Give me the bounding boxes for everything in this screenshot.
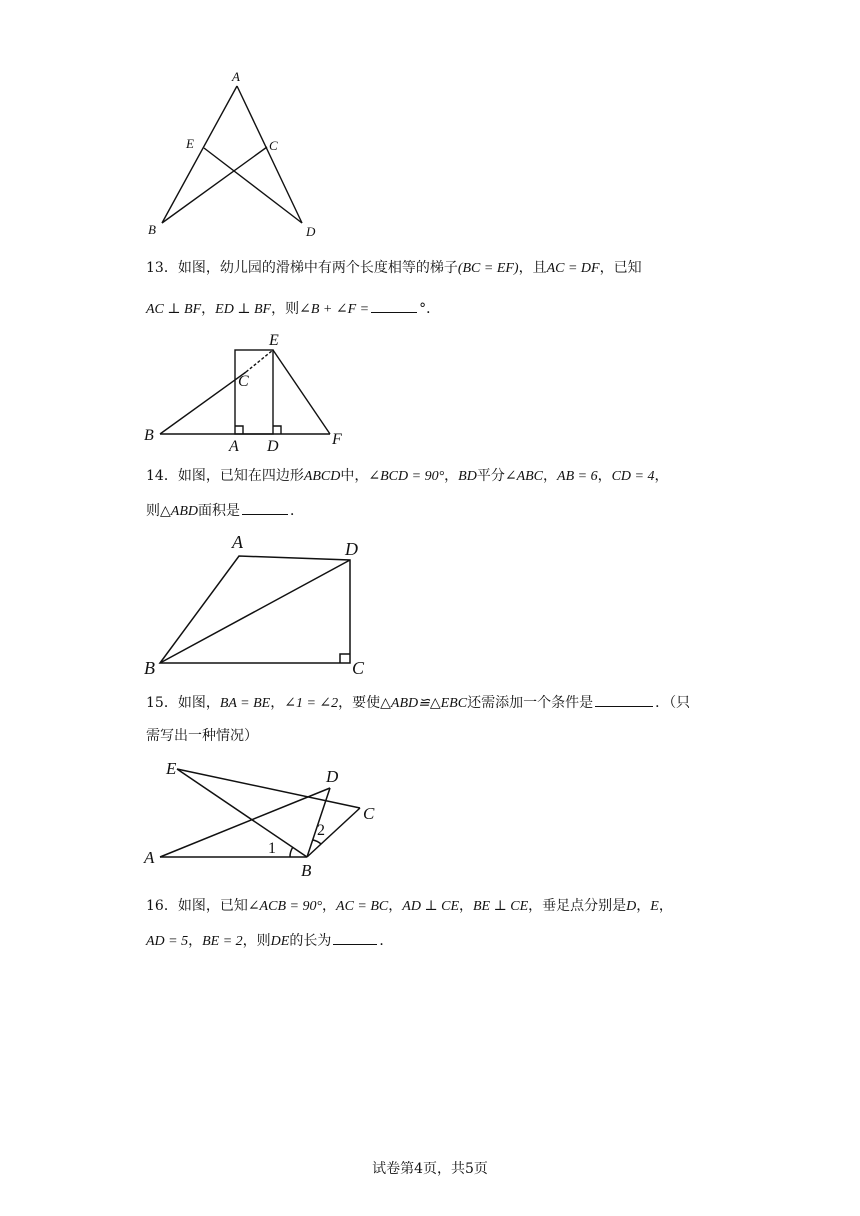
question-text: ，	[188, 933, 203, 949]
question-text: ，要使	[338, 695, 381, 711]
label-E: E	[166, 759, 177, 778]
math-expression: ∠ABC	[504, 469, 544, 484]
label-D: D	[326, 767, 339, 786]
question-text: ，垂足点分别是	[528, 898, 627, 914]
slide-rectangle	[235, 350, 273, 434]
figure-q15	[140, 756, 400, 886]
math-expression: BA = BE	[219, 696, 271, 711]
figure-q14	[140, 528, 380, 678]
question-15-line-1	[146, 692, 690, 714]
segment-AB	[162, 86, 237, 223]
figure-q12	[140, 66, 340, 246]
question-text: ，	[658, 898, 673, 914]
segment-CE-dashed	[246, 350, 273, 372]
label-B: B	[144, 427, 154, 444]
math-expression: AC ⊥ BF	[146, 302, 202, 317]
math-expression: BE = 2	[202, 934, 243, 949]
question-text: 如图，	[177, 695, 220, 711]
figure-q12-svg	[140, 66, 340, 246]
question-text: 面积是	[197, 503, 240, 519]
question-text: ，	[597, 468, 612, 484]
math-expression: ∠BCD = 90°	[368, 469, 445, 484]
question-text: 则	[146, 503, 160, 519]
question-16-line-2	[146, 930, 393, 952]
question-text: 如图，已知	[177, 898, 248, 914]
question-text: ，	[388, 898, 403, 914]
question-text: ，且	[518, 260, 547, 276]
question-text: 需写出一种情况）	[146, 728, 258, 744]
math-expression: AC = BC	[336, 899, 389, 914]
question-text: °．	[419, 301, 441, 317]
label-A: A	[232, 532, 243, 552]
math-expression: DE	[270, 934, 290, 949]
math-expression: BD	[458, 469, 477, 484]
question-text: ，	[444, 468, 459, 484]
question-number: 13．	[146, 260, 178, 276]
math-expression: CD = 4	[611, 469, 655, 484]
math-expression: ABCD	[303, 469, 341, 484]
math-expression: (BC = EF)	[457, 261, 519, 276]
label-B: B	[144, 658, 155, 678]
label-C: C	[269, 138, 278, 153]
question-16-line-1	[146, 896, 673, 917]
page-footer: 试卷第4页，共5页	[372, 1161, 488, 1177]
right-angle-mark-A	[235, 426, 243, 434]
question-number: 14．	[146, 468, 178, 484]
label-E: E	[186, 136, 194, 151]
question-text: ．（只	[655, 695, 691, 711]
answer-blank[interactable]	[371, 298, 417, 313]
right-angle-mark-D	[273, 426, 281, 434]
math-expression: △ABD	[160, 504, 198, 519]
label-C: C	[238, 373, 249, 390]
question-text: ，	[543, 468, 558, 484]
question-14-line-1	[146, 466, 668, 487]
question-text: ．	[289, 503, 304, 519]
figure-q13-svg	[140, 328, 360, 458]
question-text: ，	[654, 468, 669, 484]
question-text: 中，	[340, 468, 369, 484]
segment-ED	[204, 148, 302, 223]
answer-blank[interactable]	[242, 500, 288, 515]
angle-arc-2	[313, 840, 321, 844]
math-expression: ∠ACB = 90°	[247, 899, 323, 914]
question-15-line-2	[146, 726, 258, 746]
label-C: C	[352, 658, 365, 678]
label-A: A	[229, 438, 239, 455]
question-text: 如图，已知在四边形	[177, 468, 304, 484]
question-text: 平分	[476, 468, 505, 484]
label-B: B	[148, 222, 156, 237]
question-text: ，	[459, 898, 473, 914]
label-C: C	[363, 804, 375, 823]
question-13-line-1	[146, 258, 642, 279]
math-expression: AD ⊥ CE	[402, 899, 459, 914]
label-D: D	[345, 539, 358, 559]
math-expression: AC = DF	[546, 261, 600, 276]
segment-AD	[160, 788, 330, 857]
angle-arc-1	[290, 847, 293, 857]
segment-BC	[160, 372, 246, 434]
question-text: ．	[379, 933, 394, 949]
label-A: A	[144, 848, 155, 867]
math-expression: E	[650, 899, 659, 914]
question-number: 16．	[146, 898, 178, 914]
question-text: ，则	[271, 301, 300, 317]
label-D: D	[267, 438, 279, 455]
question-text: 的长为	[289, 933, 332, 949]
question-text: ，则	[242, 933, 271, 949]
segment-AD	[237, 86, 302, 223]
diagonal-BD	[160, 560, 350, 663]
math-expression: ∠B + ∠F =	[299, 302, 370, 317]
math-expression: D	[626, 899, 637, 914]
angle-label-1: 1	[268, 840, 276, 857]
question-text: 还需添加一个条件是	[467, 695, 594, 711]
label-E: E	[269, 332, 279, 349]
math-expression: BE ⊥ CE	[473, 899, 529, 914]
question-text: ，	[322, 898, 337, 914]
question-text: ，	[270, 695, 285, 711]
answer-blank[interactable]	[333, 930, 377, 945]
question-13-line-2	[146, 298, 440, 320]
figure-q14-svg	[140, 528, 380, 678]
figure-q13	[140, 328, 360, 458]
label-D: D	[306, 224, 316, 239]
question-number: 15．	[146, 695, 178, 711]
angle-label-2: 2	[317, 822, 325, 839]
question-text: ，	[201, 301, 216, 317]
answer-blank[interactable]	[595, 692, 653, 707]
question-14-line-2	[146, 500, 304, 522]
segment-EF	[273, 350, 330, 434]
math-expression: AD = 5	[146, 934, 189, 949]
math-expression: ∠1 = ∠2	[284, 696, 339, 711]
label-F: F	[332, 431, 342, 448]
question-text: ，已知	[599, 260, 642, 276]
figure-q15-svg	[140, 756, 400, 886]
question-text: ，	[636, 898, 651, 914]
right-angle-mark-C	[340, 654, 350, 663]
label-A: A	[232, 69, 240, 84]
math-expression: AB = 6	[557, 469, 598, 484]
label-B: B	[301, 861, 312, 880]
math-expression: △ABD≌△EBC	[380, 696, 468, 711]
question-text: 如图，幼儿园的滑梯中有两个长度相等的梯子	[177, 260, 458, 276]
math-expression: ED ⊥ BF	[215, 302, 272, 317]
